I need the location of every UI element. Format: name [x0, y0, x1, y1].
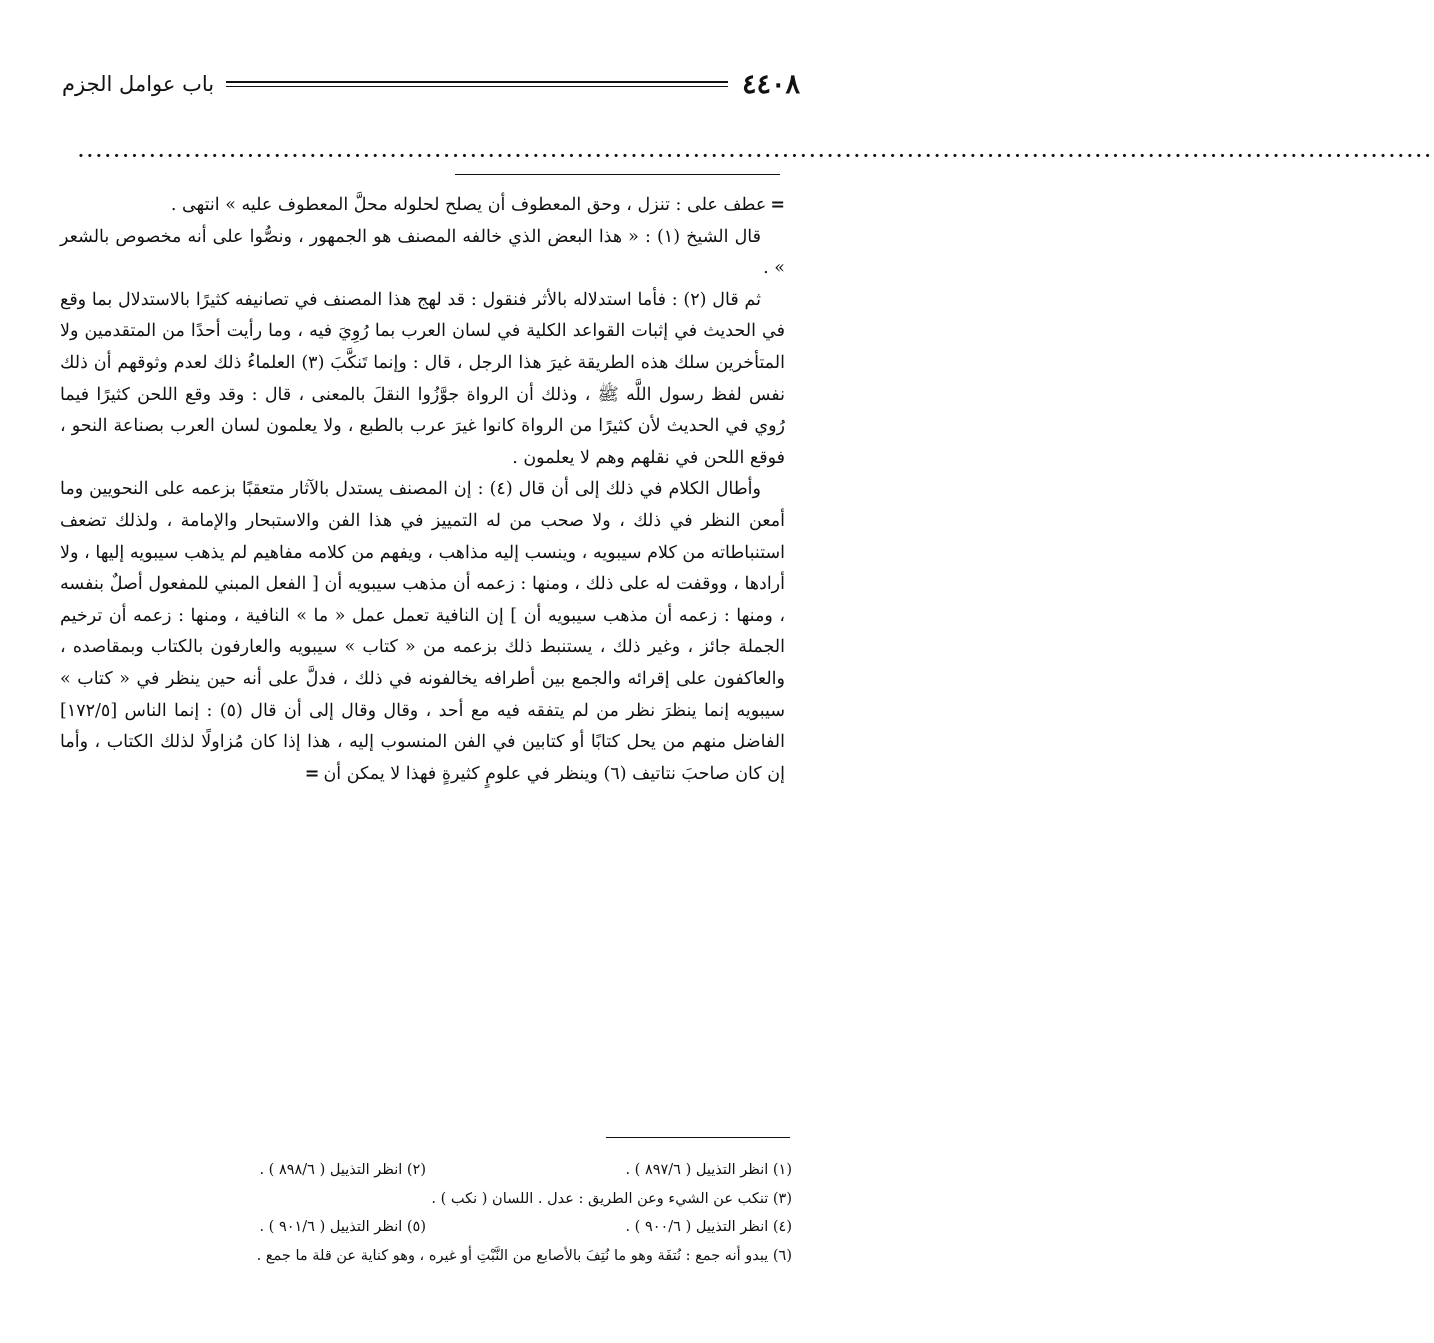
- paragraph-4-text: وأطال الكلام في ذلك إلى أن قال (٤) : إن المصنف يستدل بالآثار متعقبًا بزعمه على النحويين وما أمعن النظر في ذلك ، ولا صحب من له التمييز في هذا الفن والاستبحار والإمامة ، ولذلك تضعف استنباطاته من كلام سيبويه ، وينسب إليه مذاهب ، ويفهم من كلامه مفاهيم لم يذهب سيبويه إليها ، ولا أرادها ، ووقفت له على ذلك ، ومنها : زعمه أن مذهب سيبويه أن [ الفعل المبني للمفعول أصلٌ بنفسه ، ومنها : زعمه أن مذهب سيبويه أن ] إن النافية تعمل عمل « ما » النافية ، ومنها : زعمه أن ترخيم الجملة جائز ، وغير ذلك ، يستنبط ذلك بزعمه من « كتاب » سيبويه والعارفون بالكتاب وبمقاصده ، والعاكفون على إقرائه والجمع بين أطرافه يخالفونه في ذلك ، فدلَّ على أنه حين ينظر في « كتاب » سيبويه إنما ينظرَ نظر من لم يتفقه فيه مع أحد ، وقال وقال إلى أن قال (٥) : إنما الناس [١٧٢/٥] الفاضل منهم من يحل كتابًا أو كتابين في الفن المنسوب إليه ، هذا إذا كان مُزاولًا لذلك الكتاب ، وأما إن كان صاحبَ نتاتيف (٦) وينظر في علومٍ كثيرةٍ فهذا لا يمكن أن: [60, 479, 785, 784]
- separator-rule: [455, 174, 780, 175]
- page-number: ٤٤٠٨: [741, 68, 800, 100]
- footnotes: [60, 1156, 792, 1270]
- header-rule: [226, 81, 728, 87]
- dotted-separator: ........................................................................................................................................................: [78, 142, 1434, 162]
- footnote-row-1: [60, 1156, 792, 1185]
- footnote-3: (٣) تنكب عن الشيء وعن الطريق : عدل . اللسان ( نكب ) .: [431, 1190, 792, 1207]
- running-header: [62, 62, 800, 106]
- chapter-title: باب عوامل الجزم: [62, 72, 215, 96]
- main-text: [60, 190, 785, 790]
- footnote-6: (٦) يبدو أنه جمع : نُتفَة وهو ما نُتِفَ بالأصابع من النَّبْتِ أو غيره ، وهو كناية عن قلة ما جمع .: [256, 1247, 792, 1264]
- footnote-row-3: [60, 1213, 792, 1242]
- footnote-row-4: [60, 1242, 792, 1271]
- paragraph-2: قال الشيخ (١) : « هذا البعض الذي خالفه المصنف هو الجمهور ، ونصُّوا على أنه مخصوص بالشعر » .: [60, 226, 785, 279]
- end-continuation-mark: =: [304, 763, 320, 784]
- footnote-row-2: [60, 1185, 792, 1214]
- paragraph-1: [60, 190, 785, 222]
- footnote-4: (٤) انظر التذييل ( ٩٠٠/٦ ) .: [625, 1219, 792, 1235]
- paragraph-3: ثم قال (٢) : فأما استدلاله بالأثر فنقول : قد لهج هذا المصنف في تصانيفه كثيرًا بالاستدلال بما وقع في الحديث في إثبات القواعد الكلية في لسان العرب بما رُوِيَ فيه ، وما رأيت أحدًا من المتقدمين ولا المتأخرين سلك هذه الطريقة غيرَ هذا الرجل ، قال : وإنما تَنكَّبَ (٣) العلماءُ ذلك لعدم وثوقهم أن ذلك نفس لفظ رسول اللَّه ﷺ ، وذلك أن الرواة جوَّزُوا النقلَ بالمعنى ، قال : وقد وقع اللحن كثيرًا فيما رُوي في الحديث لأن كثيرًا من الرواة كانوا غيرَ عرب بالطبع ، ولا يعلمون لسان العرب بصناعة النحو ، فوقع اللحن في نقلهم وهم لا يعلمون .: [60, 289, 785, 468]
- continuation-mark: =: [770, 195, 785, 215]
- footnote-5: (٥) انظر التذييل ( ٩٠١/٦ ) .: [259, 1219, 426, 1235]
- paragraph-1-text: عطف على : تنزل ، وحق المعطوف أن يصلح لحلوله محلَّ المعطوف عليه » انتهى .: [170, 195, 767, 215]
- footnote-2: (٢) انظر التذييل ( ٨٩٨/٦ ) .: [259, 1162, 426, 1178]
- paragraph-4: [60, 474, 785, 790]
- footnote-1: (١) انظر التذييل ( ٨٩٧/٦ ) .: [625, 1162, 792, 1178]
- footnote-rule: [606, 1137, 790, 1138]
